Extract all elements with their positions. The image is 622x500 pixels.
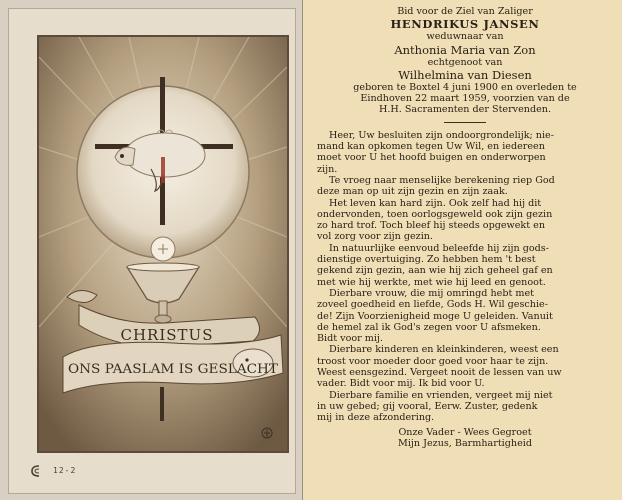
text-line: zoveel goedheid en liefde, Gods H. Wil geschie- <box>317 299 548 311</box>
banner-paaslam: ONS PAASLAM IS GESLACHT <box>68 362 279 377</box>
intro-line: Bid voor de Ziel van Zaliger <box>397 6 533 17</box>
birth-line-2: Eindhoven 22 maart 1959, voorzien van de <box>360 93 570 105</box>
blood-stream <box>161 157 165 183</box>
text-line: ondervonden, toen oorlogsgeweld ook zijn gezin <box>317 208 553 220</box>
text-line: Dierbare vrouw, die mij omringd hebt met <box>329 287 535 299</box>
text-line: Heer, Uw besluiten zijn ondoorgrondelijk; nie- <box>329 129 554 141</box>
prayer-line-2: Mijn Jezus, Barmhartigheid <box>398 437 532 449</box>
paragraph-7 <box>317 390 613 424</box>
text-line: Het leven kan hard zijn. Ook zelf had hij dit <box>329 197 542 209</box>
text-line: zijn. <box>317 163 338 175</box>
right-panel <box>303 0 622 500</box>
text-line: dienstige overtuiging. Zo hebben hem 't best <box>317 254 536 266</box>
paragraph-5 <box>317 288 613 344</box>
text-line: Bidt voor mij. <box>317 333 383 345</box>
text-line: Weest eensgezind. Vergeet nooit de lessen van uw <box>317 367 562 379</box>
paragraph-6 <box>317 344 613 389</box>
banner-christus: CHRISTUS <box>120 326 214 344</box>
text-line: vader. Bidt voor mij. Ik bid voor U. <box>317 378 485 390</box>
text-line: zo hard trof. Toch bleef hij steeds opgewekt en <box>317 220 545 232</box>
birth-line-1: geboren te Boxtel 4 juni 1900 en overleden te <box>353 81 577 93</box>
second-spouse-name: Wilhelmina van Diesen <box>398 67 532 82</box>
text-line: vol zorg voor zijn gezin. <box>317 231 434 243</box>
text-line: deze man op uit zijn gezin en zijn zaak. <box>317 186 508 198</box>
text-line: mij in deze afzondering. <box>317 412 435 424</box>
widower-line: weduwnaar van <box>426 31 504 43</box>
prayer-line-1: Onze Vader - Wees Gegroet <box>398 426 532 438</box>
devotional-illustration <box>37 35 289 453</box>
divider <box>444 122 486 123</box>
text-line: moet voor U het hoofd buigen en onderworpen <box>317 152 546 164</box>
text-line: gekend zijn gezin, aan wie hij zich geheel gaf en <box>317 265 553 277</box>
text-line: Dierbare familie en vrienden, vergeet mij niet <box>329 389 553 401</box>
first-spouse-name: Anthonia Maria van Zon <box>394 42 536 57</box>
card-code: 12-2 <box>53 466 77 475</box>
paragraph-4 <box>317 243 613 288</box>
illustration-svg <box>39 37 287 451</box>
text-line: Te vroeg naar menselijke berekening riep God <box>329 174 555 186</box>
text-line: met wie hij werkte, met wie hij leed en genoot. <box>317 276 546 288</box>
text-line: de hemel zal ik God's zegen voor U afsmeken. <box>317 321 541 333</box>
birth-line-3: H.H. Sacramenten der Stervenden. <box>378 104 552 116</box>
cross-bottom <box>160 387 164 421</box>
text-line: de! Zijn Voorzienigheid moge U geleiden. Vanuit <box>317 310 553 322</box>
deceased-name: HENDRIKUS JANSEN <box>390 17 540 32</box>
paragraph-1 <box>317 130 613 175</box>
text-line: Dierbare kinderen en kleinkinderen, weest een <box>329 344 559 356</box>
publisher-mark-icon <box>31 464 41 478</box>
paragraph-2 <box>317 175 613 198</box>
spouse-line: echtgenoot van <box>427 56 503 68</box>
text-line: in uw gebed; gij vooral, Eerw. Zuster, gedenk <box>317 400 538 412</box>
paragraph-3 <box>317 198 613 243</box>
text-line: mand kan opkomen tegen Uw Wil, en iedereen <box>317 141 545 153</box>
left-panel <box>0 0 303 500</box>
text-line: In natuurlijke eenvoud beleefde hij zijn gods- <box>329 242 549 254</box>
memorial-text <box>317 6 613 449</box>
text-line: troost voor moeder door goed voor haar te zijn. <box>317 355 549 367</box>
left-panel-inner <box>8 8 296 494</box>
